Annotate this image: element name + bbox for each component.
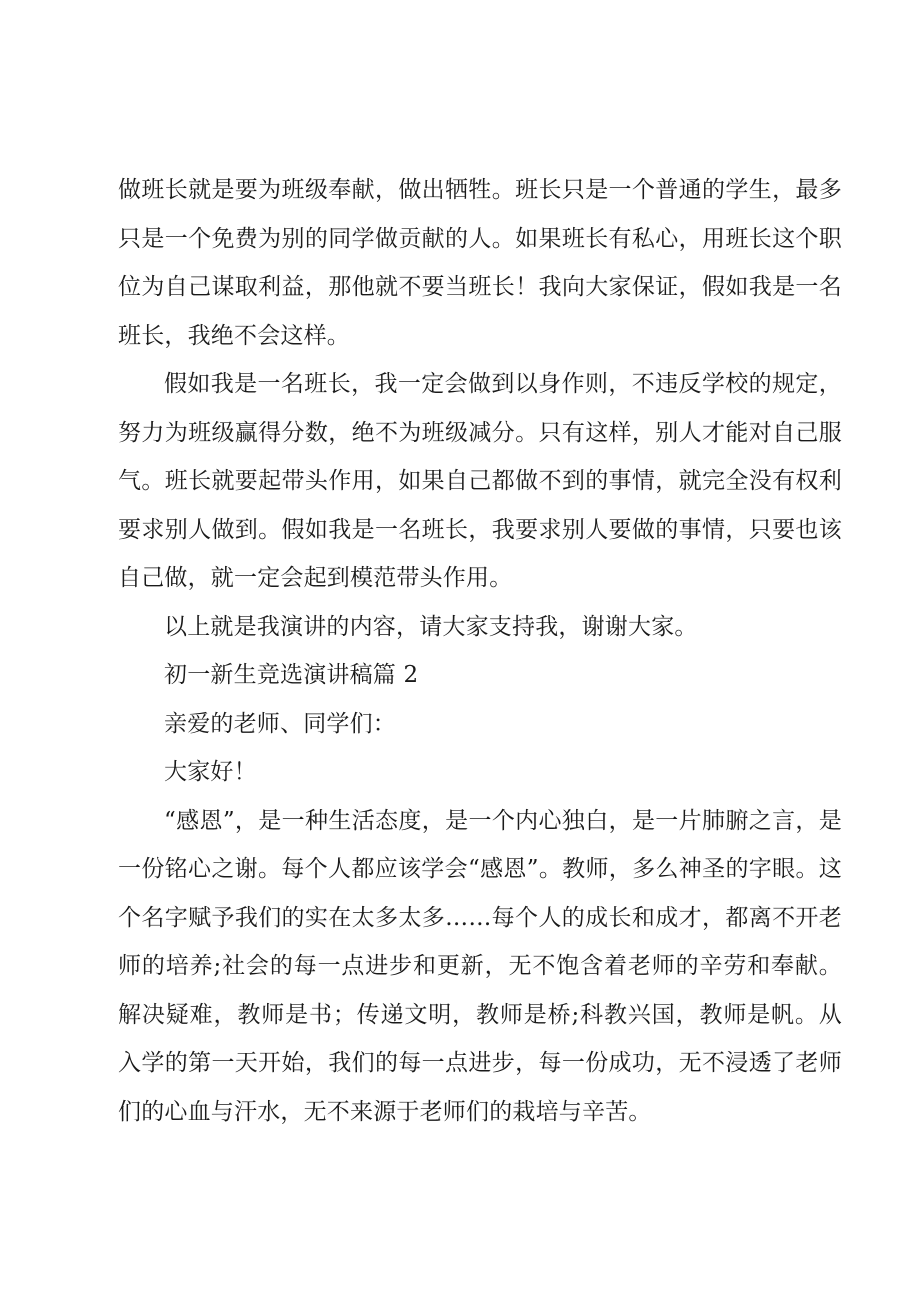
section-heading: 初一新生竞选演讲稿篇 2 xyxy=(164,662,419,688)
paragraph-gratitude: “感恩”，是一种生活态度，是一个内心独白，是一片肺腑之言，是一份铭心之谢。每个人都应该学会“感恩”。教师，多么神圣的字眼。这个名字赋予我们的实在太多太多……每个人的成长和成才，都离不开老师的培养;社会的每一点进步和更新，无不饱含着老师的辛劳和奉献。解决疑难，教师是书；传递文明，教师是桥;科教兴国，教师是帆。从入学的第一天开始，我们的每一点进步，每一份成功，无不浸透了老师们的心血与汗水，无不来源于老师们的栽培与辛苦。 xyxy=(118,807,842,1125)
paragraph-set-example: 假如我是一名班长，我一定会做到以身作则，不违反学校的规定，努力为班级赢得分数，绝不为班级减分。只有这样，别人才能对自己服气。班长就要起带头作用，如果自己都做不到的事情，就完全没有权利要求别人做到。假如我是一名班长，我要求别人要做的事情，只要也该自己做，就一定会起到模范带头作用。 xyxy=(118,371,842,591)
paragraph-closing-thanks: 以上就是我演讲的内容，请大家支持我，谢谢大家。 xyxy=(164,613,698,640)
paragraph-monitor-sacrifice: 做班长就是要为班级奉献，做出牺牲。班长只是一个普通的学生，最多只是一个免费为别的同学做贡献的人。如果班长有私心，用班长这个职位为自己谋取利益，那他就不要当班长！我向大家保证，假如我是一名班长，我绝不会这样。 xyxy=(118,177,842,349)
document-body xyxy=(118,166,842,1136)
greeting: 大家好！ xyxy=(164,759,257,785)
salutation: 亲爱的老师、同学们： xyxy=(164,710,396,737)
